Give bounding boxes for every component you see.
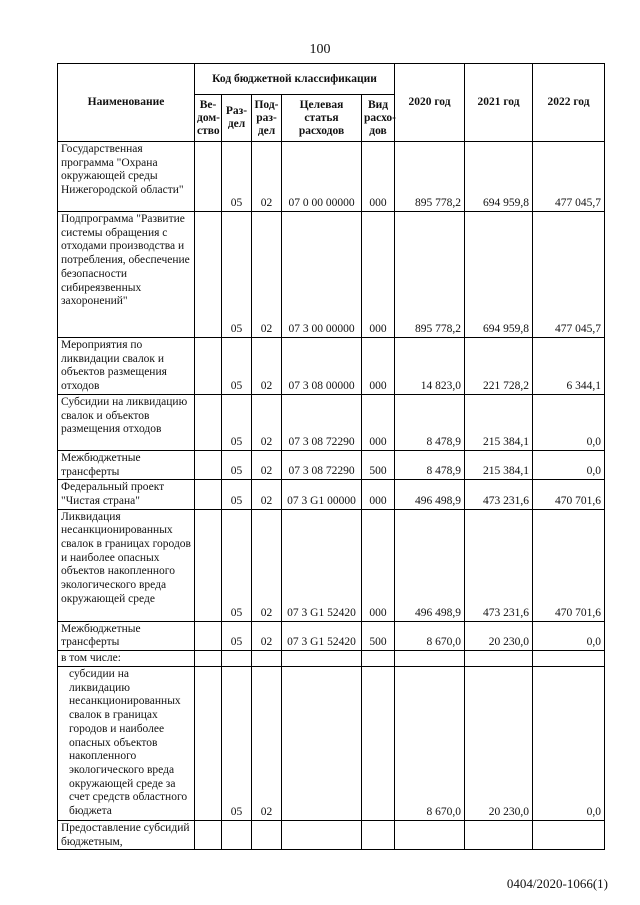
budget-table — [57, 63, 605, 850]
header-year-2020: 2020 год — [395, 64, 465, 142]
header-year-2021: 2021 год — [465, 64, 533, 142]
row-razdel — [222, 821, 252, 850]
header-code-group: Код бюджетной классификации — [195, 64, 395, 95]
row-razdel: 05 — [222, 621, 252, 650]
row-vedomstvo — [195, 142, 222, 212]
row-vid: 000 — [362, 142, 395, 212]
row-value-2021: 215 384,1 — [465, 450, 533, 479]
table-row — [58, 667, 605, 821]
row-razdel: 05 — [222, 394, 252, 450]
row-value-2020: 8 670,0 — [395, 621, 465, 650]
row-vedomstvo — [195, 621, 222, 650]
row-value-2020: 8 670,0 — [395, 667, 465, 821]
row-value-2022 — [533, 651, 605, 667]
row-value-2021 — [465, 651, 533, 667]
row-razdel: 05 — [222, 338, 252, 395]
header-vid: Вид расхо- дов — [362, 95, 395, 142]
table-row — [58, 338, 605, 395]
row-value-2020 — [395, 821, 465, 850]
row-value-2020: 496 498,9 — [395, 480, 465, 509]
row-value-2020: 895 778,2 — [395, 212, 465, 338]
row-vedomstvo — [195, 394, 222, 450]
document-code: 0404/2020-1066(1) — [506, 876, 608, 891]
row-podrazdel: 02 — [252, 667, 282, 821]
row-value-2022: 0,0 — [533, 394, 605, 450]
row-vid — [362, 667, 395, 821]
table-row — [58, 621, 605, 650]
row-vedomstvo — [195, 667, 222, 821]
row-podrazdel: 02 — [252, 338, 282, 395]
row-razdel: 05 — [222, 480, 252, 509]
row-vid: 000 — [362, 212, 395, 338]
row-celevaya — [282, 651, 362, 667]
table-row — [58, 450, 605, 479]
row-value-2022: 477 045,7 — [533, 212, 605, 338]
row-name: Подпрограмма "Развитие системы обращения с отходами производства и потребления, обеспечение безопасности сибиреязвенных захоронений" — [58, 212, 195, 338]
row-name — [58, 667, 195, 821]
row-value-2022: 470 701,6 — [533, 509, 605, 621]
row-razdel: 05 — [222, 450, 252, 479]
row-vid: 000 — [362, 338, 395, 395]
row-value-2021: 215 384,1 — [465, 394, 533, 450]
table-header — [58, 64, 605, 142]
row-podrazdel: 02 — [252, 212, 282, 338]
row-razdel: 05 — [222, 667, 252, 821]
row-name: Межбюджетные трансферты — [58, 450, 195, 479]
row-vedomstvo — [195, 651, 222, 667]
row-name: Государственная программа "Охрана окружающей среды Нижегородской области" — [58, 142, 195, 212]
row-value-2021: 694 959,8 — [465, 142, 533, 212]
row-vid — [362, 821, 395, 850]
row-podrazdel — [252, 821, 282, 850]
row-razdel: 05 — [222, 212, 252, 338]
row-value-2020: 496 498,9 — [395, 509, 465, 621]
row-value-2021: 473 231,6 — [465, 509, 533, 621]
row-razdel: 05 — [222, 509, 252, 621]
table-row — [58, 509, 605, 621]
row-vedomstvo — [195, 212, 222, 338]
row-celevaya: 07 0 00 00000 — [282, 142, 362, 212]
row-value-2021 — [465, 821, 533, 850]
row-value-2020: 895 778,2 — [395, 142, 465, 212]
row-vid: 000 — [362, 394, 395, 450]
row-value-2020 — [395, 651, 465, 667]
row-vid: 000 — [362, 480, 395, 509]
row-vedomstvo — [195, 821, 222, 850]
row-value-2020: 14 823,0 — [395, 338, 465, 395]
header-name: Наименование — [58, 64, 195, 142]
row-podrazdel: 02 — [252, 480, 282, 509]
row-podrazdel: 02 — [252, 450, 282, 479]
header-year-2022: 2022 год — [533, 64, 605, 142]
row-vid: 500 — [362, 450, 395, 479]
row-value-2022: 6 344,1 — [533, 338, 605, 395]
row-value-2022 — [533, 821, 605, 850]
row-value-2021: 221 728,2 — [465, 338, 533, 395]
row-name: в том числе: — [58, 651, 195, 667]
row-celevaya: 07 3 08 00000 — [282, 338, 362, 395]
row-value-2021: 473 231,6 — [465, 480, 533, 509]
row-name: Предоставление субсидий бюджетным, — [58, 821, 195, 850]
row-podrazdel: 02 — [252, 394, 282, 450]
row-value-2022: 470 701,6 — [533, 480, 605, 509]
row-vedomstvo — [195, 509, 222, 621]
row-name: Субсидии на ликвидацию свалок и объектов размещения отходов — [58, 394, 195, 450]
row-name: Мероприятия по ликвидации свалок и объектов размещения отходов — [58, 338, 195, 395]
row-podrazdel: 02 — [252, 142, 282, 212]
row-vedomstvo — [195, 338, 222, 395]
table-row — [58, 142, 605, 212]
row-value-2020: 8 478,9 — [395, 450, 465, 479]
row-value-2021: 694 959,8 — [465, 212, 533, 338]
row-value-2022: 477 045,7 — [533, 142, 605, 212]
row-vid — [362, 651, 395, 667]
header-vedomstvo: Ве- дом- ство — [195, 95, 222, 142]
row-podrazdel: 02 — [252, 509, 282, 621]
row-razdel: 05 — [222, 142, 252, 212]
row-vedomstvo — [195, 450, 222, 479]
row-celevaya: 07 3 08 72290 — [282, 450, 362, 479]
row-value-2022: 0,0 — [533, 667, 605, 821]
table-row — [58, 821, 605, 850]
row-name: Ликвидация несанкционированных свалок в границах городов и наиболее опасных объектов накопленного экологического вреда окружающей среде — [58, 509, 195, 621]
row-celevaya: 07 3 00 00000 — [282, 212, 362, 338]
row-celevaya — [282, 667, 362, 821]
row-razdel — [222, 651, 252, 667]
row-vedomstvo — [195, 480, 222, 509]
row-name: Межбюджетные трансферты — [58, 621, 195, 650]
row-value-2022: 0,0 — [533, 450, 605, 479]
table-row — [58, 394, 605, 450]
row-podrazdel — [252, 651, 282, 667]
row-celevaya: 07 3 08 72290 — [282, 394, 362, 450]
page-number: 100 — [309, 42, 331, 57]
row-celevaya: 07 3 G1 52420 — [282, 621, 362, 650]
header-podrazdel: Под- раз- дел — [252, 95, 282, 142]
table-row — [58, 480, 605, 509]
header-celevaya: Целевая статья расходов — [282, 95, 362, 142]
row-celevaya: 07 3 G1 00000 — [282, 480, 362, 509]
table-body — [58, 142, 605, 850]
row-celevaya: 07 3 G1 52420 — [282, 509, 362, 621]
row-name: Федеральный проект "Чистая страна" — [58, 480, 195, 509]
table-row — [58, 651, 605, 667]
row-value-2021: 20 230,0 — [465, 621, 533, 650]
header-razdel: Раз- дел — [222, 95, 252, 142]
table-row — [58, 212, 605, 338]
row-podrazdel: 02 — [252, 621, 282, 650]
row-celevaya — [282, 821, 362, 850]
row-value-2021: 20 230,0 — [465, 667, 533, 821]
row-vid: 000 — [362, 509, 395, 621]
row-vid: 500 — [362, 621, 395, 650]
row-value-2020: 8 478,9 — [395, 394, 465, 450]
row-name-text: субсидии на ликвидацию несанкционированных свалок в границах городов и наиболее опасных объектов накопленного экологического вреда окружающей среде за счет средств областного бюджета — [69, 668, 188, 818]
row-value-2022: 0,0 — [533, 621, 605, 650]
